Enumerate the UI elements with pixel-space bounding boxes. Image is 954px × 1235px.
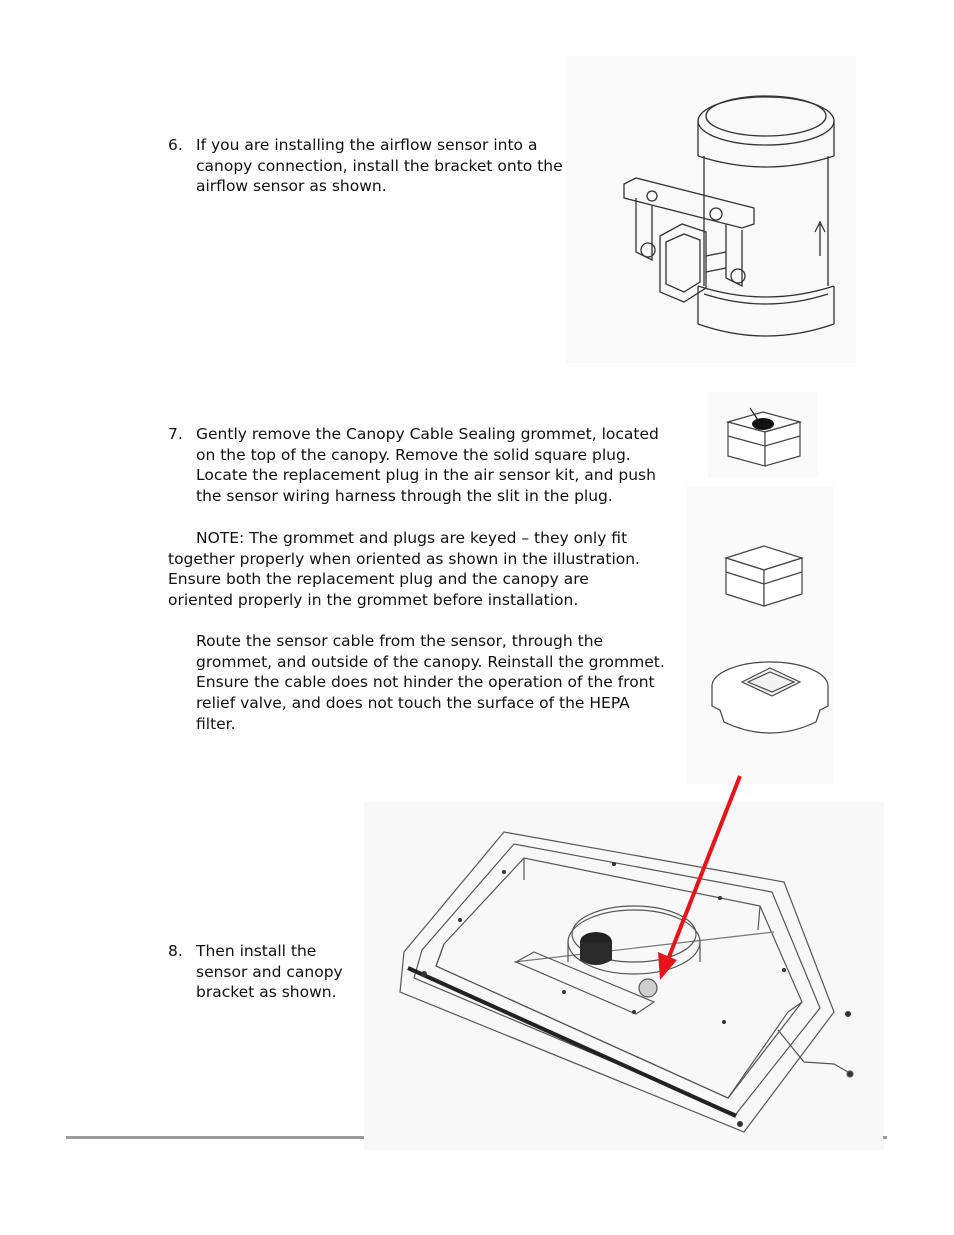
footer-rule <box>66 1136 364 1139</box>
replacement-plug-with-wire-illustration <box>708 392 818 478</box>
step-8-number: 8. <box>168 942 183 960</box>
step-6-number: 6. <box>168 136 183 154</box>
canopy-assembly-illustration <box>364 802 884 1150</box>
step-8-text: Then install the sensor and canopy bracket as shown. <box>196 942 343 1002</box>
step-6-text: If you are installing the airflow sensor into a canopy connection, install the bracket onto the airflow sensor as shown. <box>196 136 563 196</box>
footer-rule-end <box>883 1136 887 1139</box>
keyed-note: NOTE: The grommet and plugs are keyed – they only fit together properly when oriented as shown in the illustration. Ensure both the replacement plug and the canopy are oriented properly in the grommet before installation. <box>168 529 640 610</box>
pointer-arrow <box>640 770 750 990</box>
airflow-sensor-with-bracket-illustration <box>566 56 856 363</box>
step-7 <box>168 424 676 507</box>
step-8 <box>168 941 372 1003</box>
route-cable-instructions: Route the sensor cable from the sensor, through the grommet, and outside of the canopy. Reinstall the grommet. Ensure the cable does not hinder the operation of the front relief valve, and does not touch the surface of the HEPA filter. <box>196 632 665 733</box>
grommet-and-plug-illustration <box>686 486 834 784</box>
step-6 <box>168 135 566 197</box>
step-7-number: 7. <box>168 425 183 443</box>
step-7-text: Gently remove the Canopy Cable Sealing grommet, located on the top of the canopy. Remove the solid square plug. Locate the replacement plug in the air sensor kit, and push the sensor wiring harness through the slit in the plug. <box>196 425 659 506</box>
